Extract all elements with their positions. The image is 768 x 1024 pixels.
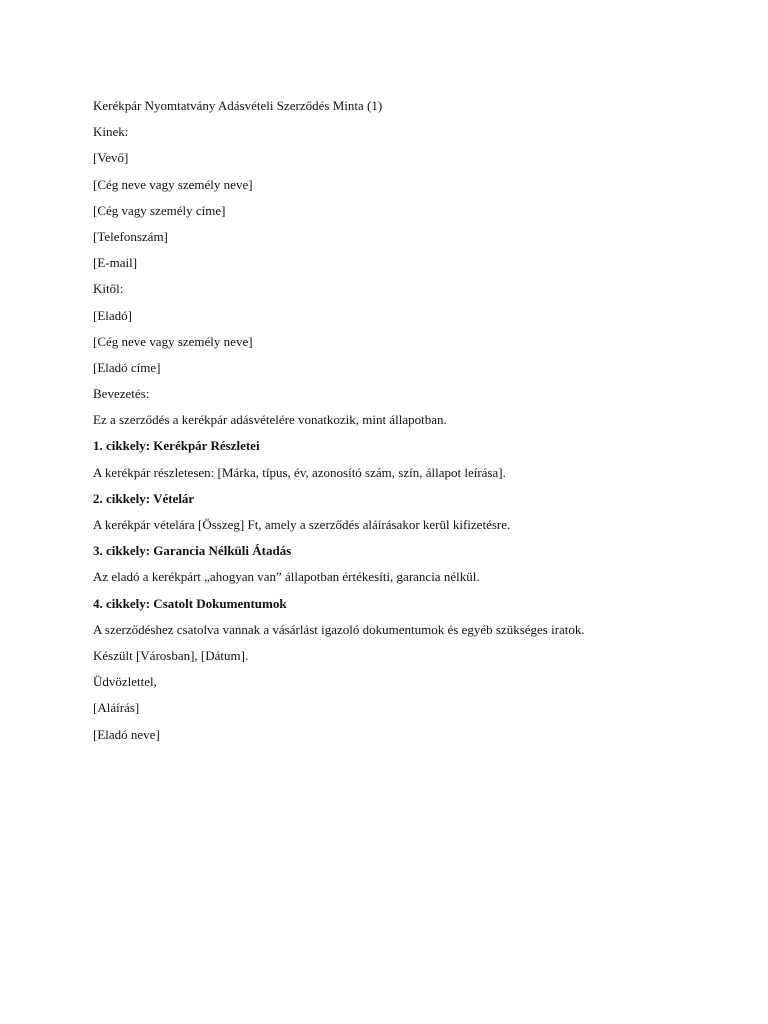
section-3-heading: 3. cikkely: Garancia Nélküli Átadás	[93, 543, 292, 559]
intro-label: Bevezetés:	[93, 386, 150, 402]
place-date: Készült [Városban], [Dátum].	[93, 647, 249, 663]
document-body	[93, 97, 713, 752]
buyer-phone: [Telefonszám]	[93, 228, 168, 244]
seller-address: [Eladó címe]	[93, 359, 161, 375]
buyer-email: [E-mail]	[93, 255, 138, 271]
buyer-name: [Cég neve vagy személy neve]	[93, 176, 253, 192]
section-4-heading: 4. cikkely: Csatolt Dokumentumok	[93, 595, 287, 611]
seller-name: [Cég neve vagy személy neve]	[93, 333, 253, 349]
document-title: Kerékpár Nyomtatvány Adásvételi Szerződés Minta (1)	[93, 98, 383, 113]
from-label: Kitől:	[93, 281, 124, 297]
section-4-text: A szerződéshez csatolva vannak a vásárlást igazoló dokumentumok és egyéb szükséges iratok.	[93, 621, 585, 637]
to-label: Kinek:	[93, 124, 129, 140]
intro-text: Ez a szerződés a kerékpár adásvételére vonatkozik, mint állapotban.	[93, 412, 447, 428]
signature-placeholder: [Aláírás]	[93, 700, 140, 716]
buyer-role: [Vevő]	[93, 150, 129, 166]
section-1-heading: 1. cikkely: Kerékpár Részletei	[93, 438, 260, 454]
signer-name: [Eladó neve]	[93, 726, 160, 742]
buyer-address: [Cég vagy személy címe]	[93, 202, 226, 218]
seller-role: [Eladó]	[93, 307, 132, 323]
section-2-heading: 2. cikkely: Vételár	[93, 490, 195, 506]
section-2-text: A kerékpár vételára [Összeg] Ft, amely a szerződés aláírásakor kerül kifizetésre.	[93, 517, 511, 532]
closing: Üdvözlettel,	[93, 674, 157, 690]
section-1-text: A kerékpár részletesen: [Márka, típus, év, azonosító szám, szín, állapot leírása].	[93, 464, 506, 480]
section-3-text: Az eladó a kerékpárt „ahogyan van” állapotban értékesíti, garancia nélkül.	[93, 569, 480, 585]
